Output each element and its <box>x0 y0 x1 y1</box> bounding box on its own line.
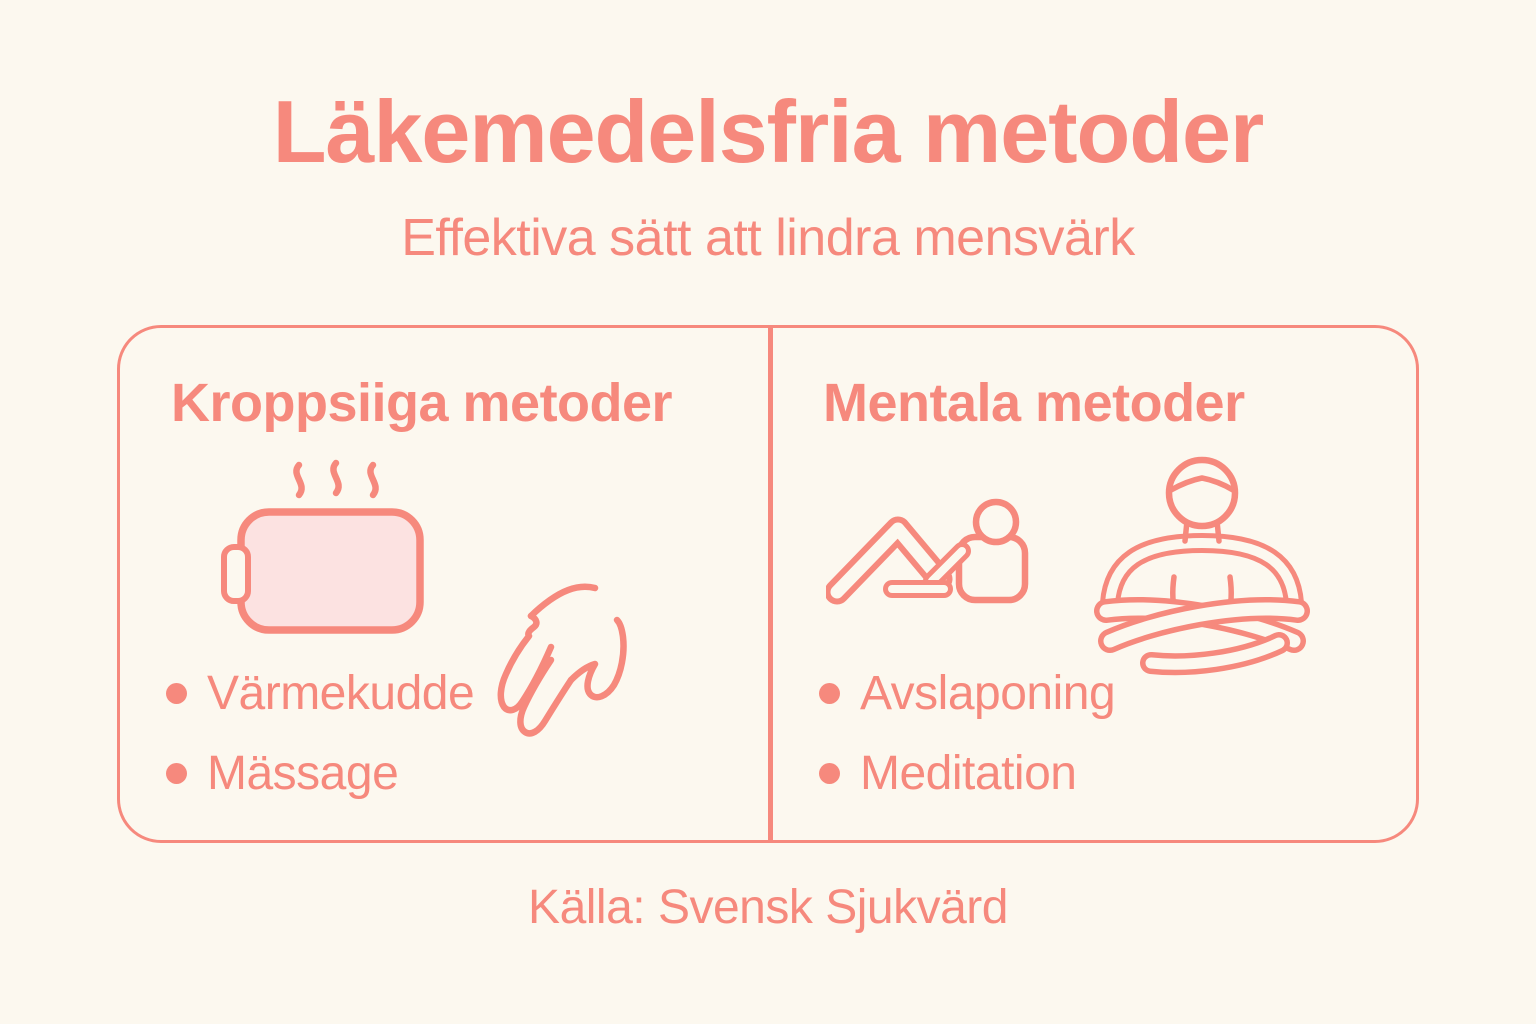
list-item <box>166 666 474 720</box>
methods-panel <box>117 325 1419 843</box>
bullet-dot <box>166 763 187 784</box>
bullet-dot <box>166 683 187 704</box>
list-item <box>166 746 398 800</box>
panel-divider <box>768 328 773 840</box>
list-item-label: Värmekudde <box>207 666 475 720</box>
bullet-dot <box>819 683 840 704</box>
source-caption: Källa: Svensk Sjukvärd <box>528 881 1008 934</box>
heating-pad-icon <box>216 453 428 635</box>
list-item <box>819 666 1115 720</box>
reclining-person-icon <box>826 491 1033 611</box>
massage-hand-icon <box>490 580 668 748</box>
meditation-person-icon <box>1091 451 1313 681</box>
list-item <box>819 746 1076 800</box>
list-item-label: Meditation <box>860 746 1077 800</box>
panel-physical-title: Kroppsiiga metoder <box>171 373 673 433</box>
page-subtitle: Effektiva sätt att lindra mensvärk <box>401 209 1135 267</box>
bullet-dot <box>819 763 840 784</box>
list-item-label: Mässage <box>207 746 399 800</box>
panel-mental-title: Mentala metoder <box>823 373 1245 433</box>
page-title: Läkemedelsfria metoder <box>272 82 1264 181</box>
list-item-label: Avslaponing <box>860 666 1116 720</box>
